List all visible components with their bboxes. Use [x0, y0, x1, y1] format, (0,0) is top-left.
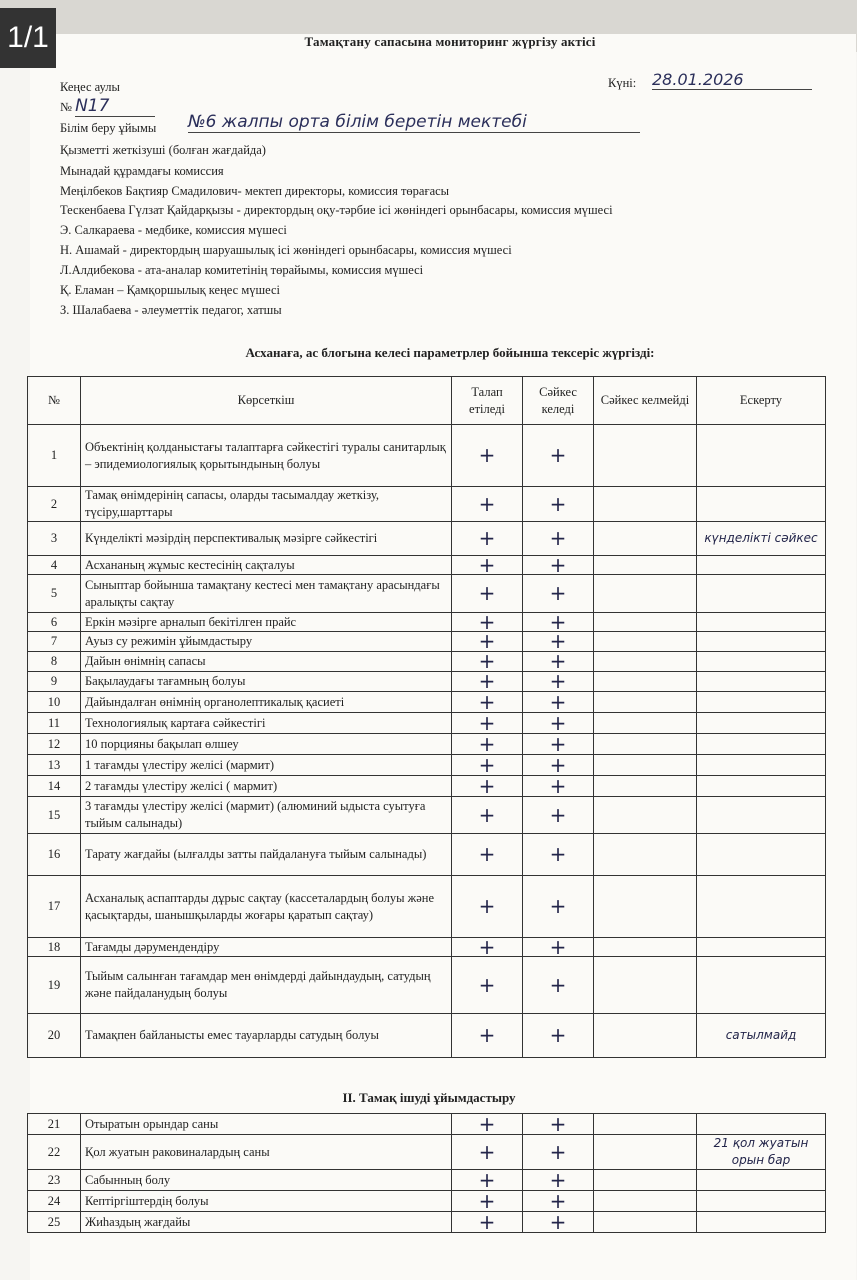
row-number: 4 — [28, 556, 81, 575]
table-row — [28, 938, 826, 957]
row-indicator: 10 порцияны бақылап өлшеу — [81, 734, 452, 755]
compliant-mark: + — [523, 957, 594, 1014]
table-row — [28, 652, 826, 672]
table-row — [28, 425, 826, 487]
compliant-mark: + — [523, 776, 594, 797]
row-indicator: 3 тағамды үлестіру желісі (мармит) (алюминий ыдыста суытуға тыйым салынады) — [81, 797, 452, 834]
table-row — [28, 692, 826, 713]
compliant-mark: + — [523, 876, 594, 938]
section-2-title: II. Тамақ ішуді ұйымдастыру — [342, 1090, 516, 1105]
noncompliant-mark — [594, 1191, 697, 1212]
document-title: Тамақтану сапасына мониторинг жүргізу актісі — [304, 34, 596, 49]
row-number: 20 — [28, 1014, 81, 1058]
compliant-mark: + — [523, 575, 594, 613]
row-indicator: Тыйым салынған тағамдар мен өнімдерді дайындаудың, сатудың және пайдаланудың болуы — [81, 957, 452, 1014]
row-indicator: Асханалық аспаптарды дұрыс сақтау (кассеталардың болуы және қасықтарды, шанышқыларды жоғары қаратып сақтау) — [81, 876, 452, 938]
required-mark: + — [452, 522, 523, 556]
required-mark: + — [452, 652, 523, 672]
row-number: 3 — [28, 522, 81, 556]
school-label: Білім беру ұйымы — [60, 121, 157, 135]
required-mark: + — [452, 1114, 523, 1135]
row-note — [697, 734, 826, 755]
row-indicator: Тамақ өнімдерінің сапасы, оларды тасымалдау жеткізу, түсіру,шарттары — [81, 487, 452, 522]
row-note — [697, 632, 826, 652]
date-label: Күні: — [608, 76, 637, 90]
row-note — [697, 938, 826, 957]
noncompliant-mark — [594, 1212, 697, 1233]
required-mark: + — [452, 734, 523, 755]
row-indicator: Технологиялық картаға сәйкестігі — [81, 713, 452, 734]
row-indicator: Асхананың жұмыс кестесінің сақталуы — [81, 556, 452, 575]
header-noncompliant: Сәйкес келмейді — [594, 377, 697, 425]
row-number: 7 — [28, 632, 81, 652]
required-mark: + — [452, 755, 523, 776]
required-mark: + — [452, 425, 523, 487]
row-number: 11 — [28, 713, 81, 734]
row-note — [697, 672, 826, 692]
table-header-row — [28, 377, 826, 425]
noncompliant-mark — [594, 672, 697, 692]
row-number: 13 — [28, 755, 81, 776]
table-row — [28, 734, 826, 755]
required-mark: + — [452, 692, 523, 713]
noncompliant-mark — [594, 755, 697, 776]
table-row — [28, 1191, 826, 1212]
compliant-mark: + — [523, 613, 594, 632]
compliant-mark: + — [523, 692, 594, 713]
required-mark: + — [452, 1170, 523, 1191]
required-mark: + — [452, 1191, 523, 1212]
noncompliant-mark — [594, 713, 697, 734]
required-mark: + — [452, 1135, 523, 1170]
number-value: N17 — [75, 96, 155, 117]
row-indicator: Бақылаудағы тағамның болуы — [81, 672, 452, 692]
member-line: Л.Алдибекова - ата-аналар комитетінің төрайымы, комиссия мүшесі — [60, 263, 424, 277]
row-note — [697, 613, 826, 632]
noncompliant-mark — [594, 575, 697, 613]
row-note — [697, 876, 826, 938]
compliant-mark: + — [523, 1212, 594, 1233]
required-mark: + — [452, 1014, 523, 1058]
noncompliant-mark — [594, 938, 697, 957]
table-row — [28, 1114, 826, 1135]
row-note — [697, 834, 826, 876]
table-row — [28, 1212, 826, 1233]
row-number: 17 — [28, 876, 81, 938]
header-required: Талап етіледі — [452, 377, 523, 425]
member-line: Э. Салкараева - медбике, комиссия мүшесі — [60, 223, 287, 237]
compliant-mark: + — [523, 755, 594, 776]
row-indicator: Тарату жағдайы (ылғалды затты пайдалануға тыйым салынады) — [81, 834, 452, 876]
header-compliant: Сәйкес келеді — [523, 377, 594, 425]
row-number: 14 — [28, 776, 81, 797]
row-note: күнделікті сәйкес — [697, 522, 826, 556]
required-mark: + — [452, 876, 523, 938]
row-indicator: Дайын өнімнің сапасы — [81, 652, 452, 672]
noncompliant-mark — [594, 652, 697, 672]
row-note — [697, 1114, 826, 1135]
row-note — [697, 652, 826, 672]
page-counter-badge: 1/1 — [0, 8, 56, 68]
compliant-mark: + — [523, 652, 594, 672]
row-number: 25 — [28, 1212, 81, 1233]
row-number: 2 — [28, 487, 81, 522]
compliant-mark: + — [523, 734, 594, 755]
row-indicator: 1 тағамды үлестіру желісі (мармит) — [81, 755, 452, 776]
row-number: 5 — [28, 575, 81, 613]
required-mark: + — [452, 632, 523, 652]
row-number: 18 — [28, 938, 81, 957]
noncompliant-mark — [594, 957, 697, 1014]
required-mark: + — [452, 1212, 523, 1233]
row-note — [697, 797, 826, 834]
row-note — [697, 692, 826, 713]
row-number: 8 — [28, 652, 81, 672]
compliant-mark: + — [523, 556, 594, 575]
row-number: 15 — [28, 797, 81, 834]
noncompliant-mark — [594, 632, 697, 652]
row-indicator: Сыныптар бойынша тамақтану кестесі мен тамақтану арасындағы аралықты сақтау — [81, 575, 452, 613]
row-indicator: Күнделікті мәзірдің перспективалық мәзірге сәйкестігі — [81, 522, 452, 556]
table-row — [28, 797, 826, 834]
table-row — [28, 487, 826, 522]
table-row — [28, 876, 826, 938]
required-mark: + — [452, 613, 523, 632]
row-note — [697, 1191, 826, 1212]
row-indicator: Қол жуатын раковиналардың саны — [81, 1135, 452, 1170]
compliant-mark: + — [523, 425, 594, 487]
noncompliant-mark — [594, 1014, 697, 1058]
required-mark: + — [452, 776, 523, 797]
table-body-section-2 — [28, 1111, 826, 1234]
compliant-mark: + — [523, 1114, 594, 1135]
noncompliant-mark — [594, 876, 697, 938]
row-number: 19 — [28, 957, 81, 1014]
section-1-title: Асханаға, ас блогына келесі параметрлер бойынша тексеріс жүргізді: — [245, 345, 655, 360]
compliant-mark: + — [523, 522, 594, 556]
required-mark: + — [452, 575, 523, 613]
provider-label: Қызметті жеткізуші (болған жағдайда) — [60, 143, 266, 157]
row-indicator: Дайындалған өнімнің органолептикалық қасиеті — [81, 692, 452, 713]
row-indicator: Отыратын орындар саны — [81, 1114, 452, 1135]
noncompliant-mark — [594, 692, 697, 713]
row-note — [697, 713, 826, 734]
row-number: 10 — [28, 692, 81, 713]
compliant-mark: + — [523, 672, 594, 692]
required-mark: + — [452, 556, 523, 575]
number-line — [60, 96, 155, 117]
header-note: Ескерту — [697, 377, 826, 425]
member-line: Тескенбаева Гүлзат Қайдарқызы - директордың оқу-тәрбие ісі жөніндегі орынбасары, комиссия мүшесі — [60, 203, 613, 217]
member-line: Н. Ашамай - директордың шаруашылық ісі жөніндегі орынбасары, комиссия мүшесі — [60, 243, 512, 257]
noncompliant-mark — [594, 613, 697, 632]
compliant-mark: + — [523, 938, 594, 957]
row-number: 21 — [28, 1114, 81, 1135]
noncompliant-mark — [594, 425, 697, 487]
table-row — [28, 1135, 826, 1170]
compliant-mark: + — [523, 1014, 594, 1058]
compliant-mark: + — [523, 834, 594, 876]
table-row — [28, 613, 826, 632]
required-mark: + — [452, 938, 523, 957]
table-row — [28, 1014, 826, 1058]
compliant-mark: + — [523, 1170, 594, 1191]
row-note — [697, 487, 826, 522]
organization-table — [27, 1113, 826, 1233]
required-mark: + — [452, 834, 523, 876]
row-note — [697, 957, 826, 1014]
member-line: З. Шалабаева - әлеуметтік педагог, хатшы — [60, 303, 282, 317]
compliant-mark: + — [523, 797, 594, 834]
row-number: 9 — [28, 672, 81, 692]
required-mark: + — [452, 797, 523, 834]
row-indicator: Ауыз су режимін ұйымдастыру — [81, 632, 452, 652]
table-row — [28, 834, 826, 876]
table-row — [28, 755, 826, 776]
table-row — [28, 575, 826, 613]
table-row — [28, 672, 826, 692]
member-line: Меңілбеков Бақтияр Смадилович- мектеп директоры, комиссия төрағасы — [60, 184, 450, 198]
table-row — [28, 522, 826, 556]
noncompliant-mark — [594, 487, 697, 522]
row-note — [697, 575, 826, 613]
noncompliant-mark — [594, 834, 697, 876]
row-note — [697, 1170, 826, 1191]
row-indicator: Сабынның болу — [81, 1170, 452, 1191]
school-value: №6 жалпы орта білім беретін мектебі — [188, 112, 640, 133]
noncompliant-mark — [594, 1114, 697, 1135]
compliant-mark: + — [523, 1135, 594, 1170]
noncompliant-mark — [594, 797, 697, 834]
row-number: 1 — [28, 425, 81, 487]
header-indicator: Көрсеткіш — [81, 377, 452, 425]
row-indicator: Кептіргіштердің болуы — [81, 1191, 452, 1212]
required-mark: + — [452, 487, 523, 522]
table-row — [28, 776, 826, 797]
table-row — [28, 1170, 826, 1191]
table-row — [28, 713, 826, 734]
noncompliant-mark — [594, 522, 697, 556]
row-note: 21 қол жуатын орын бар — [697, 1135, 826, 1170]
row-indicator: Тағамды дәрумендендіру — [81, 938, 452, 957]
row-number: 24 — [28, 1191, 81, 1212]
header-no: № — [28, 377, 81, 425]
noncompliant-mark — [594, 556, 697, 575]
table-row — [28, 556, 826, 575]
inspection-table — [27, 376, 826, 1058]
member-line: Қ. Еламан – Қамқоршылық кеңес мүшесі — [60, 283, 280, 297]
noncompliant-mark — [594, 734, 697, 755]
required-mark: + — [452, 672, 523, 692]
required-mark: + — [452, 713, 523, 734]
council-label: Кеңес аулы — [60, 80, 120, 94]
noncompliant-mark — [594, 1135, 697, 1170]
row-number: 12 — [28, 734, 81, 755]
row-note — [697, 425, 826, 487]
row-note — [697, 755, 826, 776]
row-indicator: Тамақпен байланысты емес тауарларды сатудың болуы — [81, 1014, 452, 1058]
row-indicator: Жиһаздың жағдайы — [81, 1212, 452, 1233]
row-number: 22 — [28, 1135, 81, 1170]
row-indicator: Объектінің қолданыстағы талаптарға сәйкестігі туралы санитарлық – эпидемиологиялық қорытындының болуы — [81, 425, 452, 487]
row-number: 23 — [28, 1170, 81, 1191]
row-indicator: Еркін мәзірге арналып бекітілген прайс — [81, 613, 452, 632]
row-note — [697, 776, 826, 797]
commission-label: Мынадай құрамдағы комиссия — [60, 164, 224, 178]
compliant-mark: + — [523, 1191, 594, 1212]
table-row — [28, 632, 826, 652]
required-mark: + — [452, 957, 523, 1014]
table-body-section-1 — [28, 425, 826, 1058]
date-value: 28.01.2026 — [652, 70, 812, 90]
compliant-mark: + — [523, 487, 594, 522]
noncompliant-mark — [594, 1170, 697, 1191]
noncompliant-mark — [594, 776, 697, 797]
compliant-mark: + — [523, 632, 594, 652]
row-number: 16 — [28, 834, 81, 876]
row-note — [697, 556, 826, 575]
table-row — [28, 957, 826, 1014]
compliant-mark: + — [523, 713, 594, 734]
number-label: № — [60, 100, 72, 114]
row-note — [697, 1212, 826, 1233]
row-number: 6 — [28, 613, 81, 632]
row-indicator: 2 тағамды үлестіру желісі ( мармит) — [81, 776, 452, 797]
row-note: сатылмайд — [697, 1014, 826, 1058]
